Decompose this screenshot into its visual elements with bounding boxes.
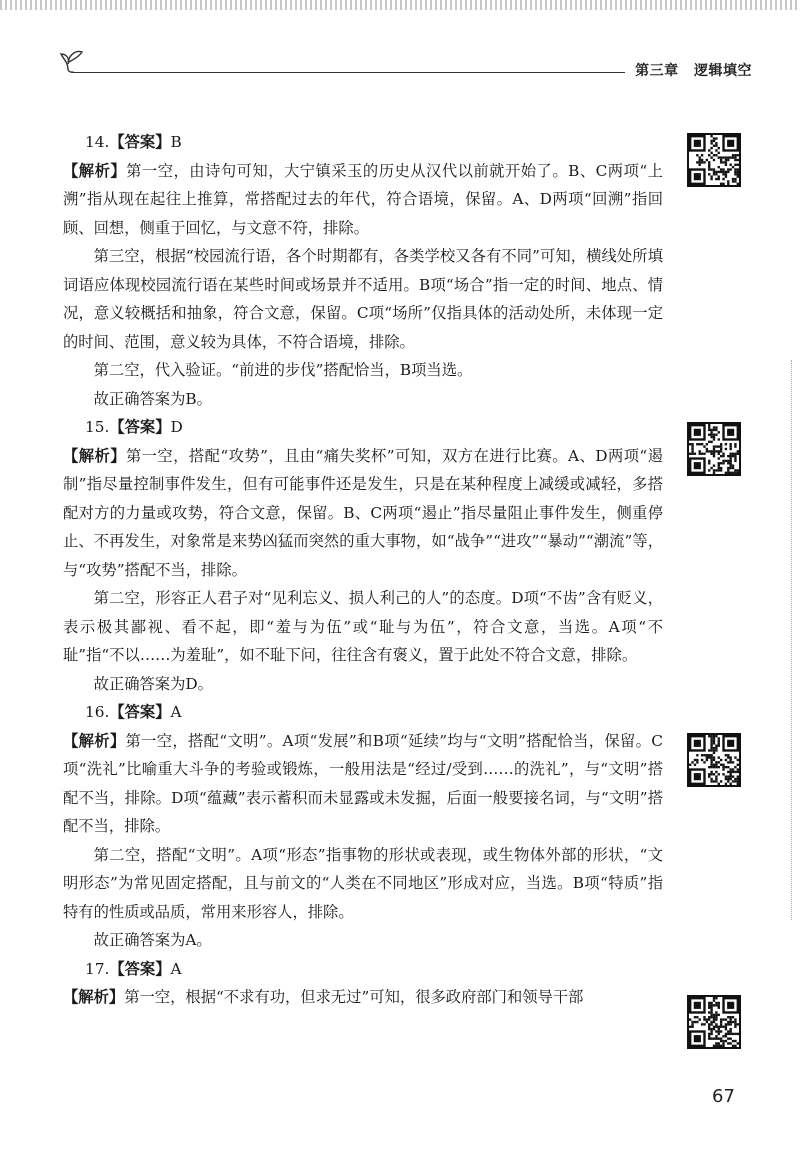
chapter-label: 第三章: [635, 63, 679, 79]
analysis-17: 【解析】第一空，根据“不求有功，但求无过”可知，很多政府部门和领导干部: [63, 988, 584, 1006]
qr-code-17[interactable]: [687, 995, 741, 1049]
answer-17: 17.【答案】A: [85, 959, 182, 978]
qr-code-14[interactable]: [687, 133, 741, 187]
analysis-15: 【解析】第一空，搭配“攻势”，且由“痛失奖杯”可知，双方在进行比赛。A、D两项“遏制”指尽量控制事件发生，但有可能事件还是发生，只是在某种程度上减缓或减轻，多搭配对方的力量或攻势，符合文意，保留。B、C两项“遏止”指尽量阻止事件发生，侧重停止、不再发生，对象常是来势凶猛而突然的重大事物，如“战争”“进攻”“暴动”“潮流”等，与“攻势”搭配不当，排除。: [63, 446, 663, 579]
running-header: [625, 60, 800, 80]
paragraph: 故正确答案为D。: [93, 674, 213, 693]
page-number: 67: [712, 1086, 735, 1107]
qr-code-15[interactable]: [687, 422, 741, 476]
top-edge-dots: [0, 0, 800, 10]
answer-15: 15.【答案】D: [85, 418, 183, 436]
page-body: [63, 128, 663, 1012]
paragraph: 第二空，形容正人君子对“见利忘义、损人利己的人”的态度。D项“不齿”含有贬义，表示极其鄙视、看不起，即“羞与为伍”或“耻与为伍”，符合文意，当选。A项“不耻”指“不以……为羞耻”，如不耻下问，往往含有褒义，置于此处不符合文意，排除。: [63, 589, 663, 664]
answer-14: 14.【答案】B: [85, 133, 182, 151]
analysis-14: 【解析】第一空，由诗句可知，大宁镇采玉的历史从汉代以前就开始了。B、C两项“上溯”指从现在起往上推算，常搭配过去的年代，符合语境，保留。A、D两项“回溯”指回顾、回想，侧重于回忆，与文意不符，排除。: [63, 161, 663, 237]
qr-code-16[interactable]: [687, 733, 741, 787]
sprout-icon: [58, 40, 92, 74]
section-label: 逻辑填空: [694, 63, 752, 79]
paragraph: 第三空，根据“校园流行语，各个时期都有，各类学校又各有不同”可知，横线处所填词语应体现校园流行语在某些时间或场景并不适用。B项“场合”指一定的时间、地点、情况，意义较概括和抽象，符合文意，保留。C项“场所”仅指具体的活动处所，未体现一定的时间、范围，意义较为具体，不符合语境，排除。: [63, 247, 663, 351]
paragraph: 第二空，代入验证。“前进的步伐”搭配恰当，B项当选。: [93, 361, 473, 379]
paragraph: 故正确答案为A。: [93, 931, 212, 949]
answer-16: 16.【答案】A: [85, 703, 182, 721]
paragraph: 故正确答案为B。: [93, 389, 212, 408]
analysis-16: 【解析】第一空，搭配“文明”。A项“发展”和B项“延续”均与“文明”搭配恰当，保留。C项“洗礼”比喻重大斗争的考验或锻炼，一般用法是“经过/受到……的洗礼”，与“文明”搭配不当，排除。D项“蕴藏”表示蓄积而未显露或未发掘，后面一般要接名词，与“文明”搭配不当，排除。: [63, 731, 663, 835]
paragraph: 第二空，搭配“文明”。A项“形态”指事物的形状或表现，或生物体外部的形状，“文明形态”为常见固定搭配，且与前文的“人类在不同地区”形成对应，当选。B项“特质”指特有的性质或品质，常用来形容人，排除。: [63, 845, 663, 921]
page-edge-rule: [791, 360, 792, 920]
